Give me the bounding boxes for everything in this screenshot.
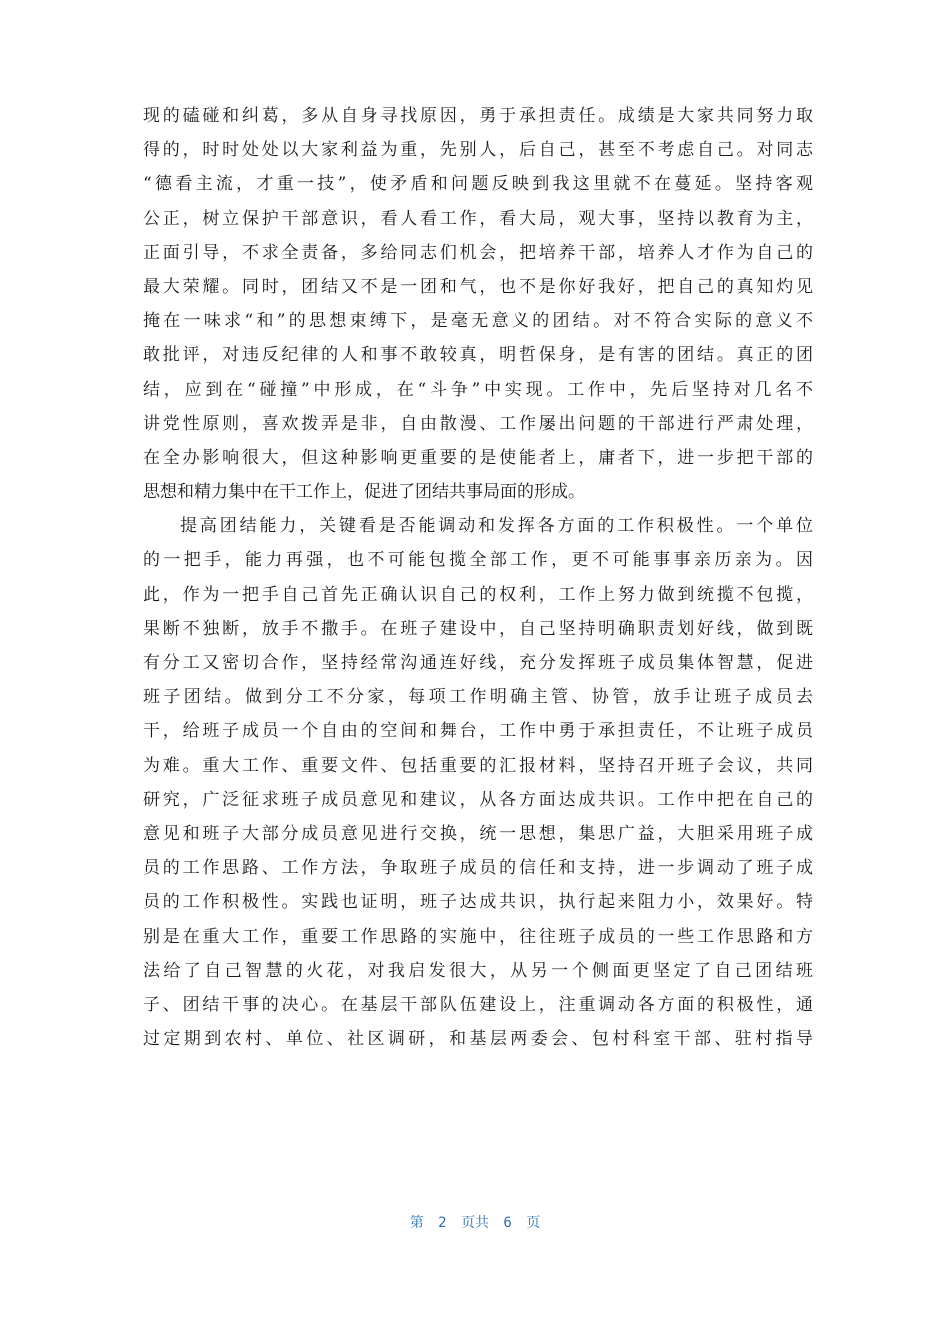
text-line: 员的工作积极性。实践也证明，班子达成共识，执行起来阻力小，效果好。特 xyxy=(143,892,813,913)
text-line: 得的，时时处处以大家利益为重，先别人，后自己，甚至不考虑自己。对同志 xyxy=(143,140,813,161)
text-line: 果断不独断，放手不撒手。在班子建设中，自己坚持明确职责划好线，做到既 xyxy=(143,618,813,639)
text-line: 的一把手，能力再强，也不可能包揽全部工作，更不可能事事亲历亲为。因 xyxy=(143,550,813,571)
paragraph-2 xyxy=(143,509,813,1056)
text-line: 班子团结。做到分工不分家，每项工作明确主管、协管，放手让班子成员去 xyxy=(143,687,813,708)
text-line: 干，给班子成员一个自由的空间和舞台，工作中勇于承担责任，不让班子成员 xyxy=(143,721,813,742)
text-line: 意见和班子大部分成员意见进行交换，统一思想，集思广益，大胆采用班子成 xyxy=(143,823,813,844)
text-line: 敢批评，对违反纪律的人和事不敢较真，明哲保身，是有害的团结。真正的团 xyxy=(143,345,813,366)
text-line: 思想和精力集中在干工作上，促进了团结共事局面的形成。 xyxy=(143,482,585,503)
text-line: 子、团结干事的决心。在基层干部队伍建设上，注重调动各方面的积极性，通 xyxy=(143,994,813,1015)
page-number-footer: 第 2 页共 6 页 xyxy=(409,1215,541,1231)
text-line: 公正，树立保护干部意识，看人看工作，看大局，观大事，坚持以教育为主， xyxy=(143,208,813,229)
text-line: 提高团结能力，关键看是否能调动和发挥各方面的工作积极性。一个单位 xyxy=(180,516,813,537)
text-line: 现的磕碰和纠葛，多从自身寻找原因，勇于承担责任。成绩是大家共同努力取 xyxy=(143,106,813,126)
text-line: 掩在一味求“和”的思想束缚下，是毫无意义的团结。对不符合实际的意义不 xyxy=(143,311,813,332)
text-line: “德看主流，才重一技”，使矛盾和问题反映到我这里就不在蔓延。坚持客观 xyxy=(143,174,813,195)
text-line: 最大荣耀。同时，团结又不是一团和气，也不是你好我好，把自己的真知灼见 xyxy=(143,276,813,297)
text-line: 研究，广泛征求班子成员意见和建议，从各方面达成共识。工作中把在自己的 xyxy=(143,789,813,810)
text-line: 为难。重大工作、重要文件、包括重要的汇报材料，坚持召开班子会议，共同 xyxy=(143,755,813,776)
text-line: 正面引导，不求全责备，多给同志们机会，把培养干部，培养人才作为自己的 xyxy=(143,242,813,263)
document-body xyxy=(143,99,813,1056)
text-line: 别是在重大工作，重要工作思路的实施中，往往班子成员的一些工作思路和方 xyxy=(143,926,813,947)
text-line: 结，应到在“碰撞”中形成，在“斗争”中实现。工作中，先后坚持对几名不 xyxy=(143,379,813,400)
paragraph-1 xyxy=(143,99,813,509)
text-line: 法给了自己智慧的火花，对我启发很大，从另一个侧面更坚定了自己团结班 xyxy=(143,960,813,981)
text-line: 过定期到农村、单位、社区调研，和基层两委会、包村科室干部、驻村指导 xyxy=(143,1029,813,1050)
text-line: 此，作为一把手自己首先正确认识自己的权利，工作上努力做到统揽不包揽， xyxy=(143,584,813,605)
text-line: 在全办影响很大，但这种影响更重要的是使能者上，庸者下，进一步把干部的 xyxy=(143,447,813,468)
text-line: 有分工又密切合作，坚持经常沟通连好线，充分发挥班子成员集体智慧，促进 xyxy=(143,653,813,673)
text-line: 员的工作思路、工作方法，争取班子成员的信任和支持，进一步调动了班子成 xyxy=(143,858,813,879)
text-line: 讲党性原则，喜欢拨弄是非，自由散漫、工作屡出问题的干部进行严肃处理， xyxy=(143,413,813,434)
